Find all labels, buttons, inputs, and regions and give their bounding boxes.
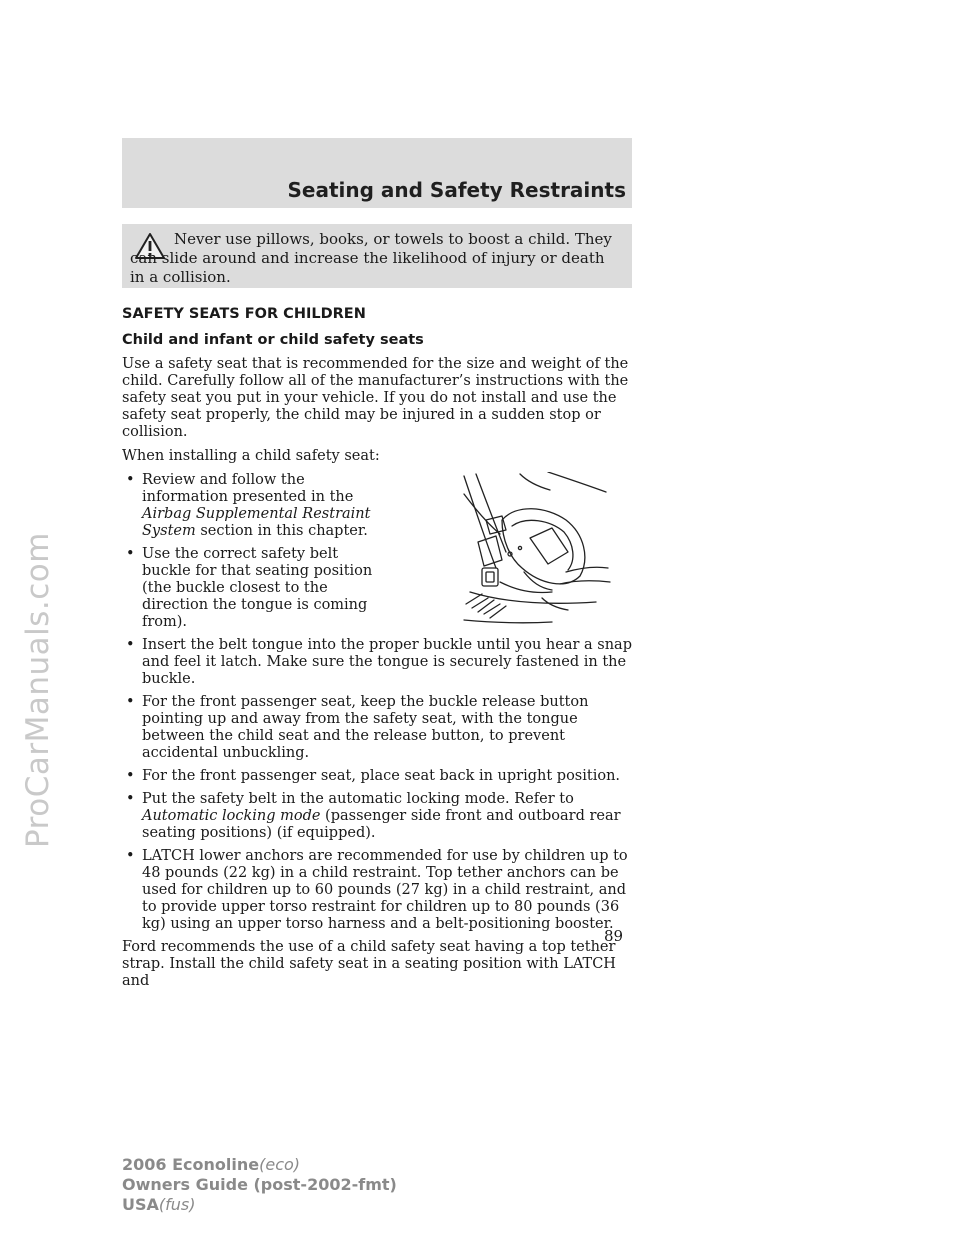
bullet-text: (passenger side front and outboard rear seating positions) (if equipped). bbox=[142, 808, 621, 841]
section-heading: SAFETY SEATS FOR CHILDREN bbox=[122, 306, 366, 322]
footer-guide: Owners Guide (post-2002-fmt) bbox=[122, 1175, 397, 1194]
footer-model-code: (eco) bbox=[259, 1155, 301, 1174]
lead-in-text: When installing a child safety seat: bbox=[122, 448, 380, 464]
page-number: 89 bbox=[604, 927, 624, 945]
watermark-text: ProCarManuals.com bbox=[20, 532, 56, 848]
list-item bbox=[122, 472, 386, 540]
document-footer bbox=[122, 1155, 397, 1215]
bullet-text: LATCH lower anchors are recommended for use by children up to 48 pounds (22 kg) in a child restraint. Top tether anchors can be used for children up to 60 pounds (27 kg) in a child restraint, and to provide upper torso restraint for children up to 80 pounds (36 kg) using an upper torso harness and a belt-positioning booster. bbox=[142, 848, 628, 932]
watermark bbox=[8, 190, 68, 1190]
footer-line bbox=[122, 1175, 397, 1195]
bullet-text: For the front passenger seat, keep the buckle release button pointing up and away from the safety seat, with the tongue between the child seat and the release button, to prevent accidental unbuckling. bbox=[142, 694, 589, 761]
seat-belt-buckle-illustration bbox=[456, 472, 612, 628]
footer-model: 2006 Econoline bbox=[122, 1155, 260, 1174]
bullet-text: Insert the belt tongue into the proper buckle until you hear a snap and feel it latch. Make sure the tongue is securely fastened in the buckle. bbox=[142, 637, 632, 687]
page-title: Seating and Safety Restraints bbox=[287, 178, 626, 202]
footer-market: USA bbox=[122, 1195, 159, 1214]
main-content bbox=[122, 306, 634, 997]
bullet-text: Review and follow the information presented in the bbox=[142, 472, 354, 505]
list-item bbox=[122, 637, 634, 688]
footer-market-code: (fus) bbox=[158, 1195, 196, 1214]
warning-text: Never use pillows, books, or towels to boost a child. They can slide around and increase the likelihood of injury or death in a collision. bbox=[130, 230, 612, 286]
airbag-section-reference: Airbag Supplemental Restraint System bbox=[142, 506, 371, 539]
list-item bbox=[122, 791, 634, 842]
list-item bbox=[122, 694, 634, 762]
bullet-text: Use the correct safety belt buckle for that seating position (the buckle closest to the direction the tongue is coming from). bbox=[142, 546, 373, 630]
closing-paragraph: Ford recommends the use of a child safety seat having a top tether strap. Install the child safety seat in a seating position with LATCH and bbox=[122, 939, 616, 989]
list-item bbox=[122, 546, 386, 631]
list-item bbox=[122, 848, 634, 933]
footer-line bbox=[122, 1155, 397, 1175]
bullet-text: Put the safety belt in the automatic locking mode. Refer to bbox=[142, 791, 574, 807]
warning-box bbox=[122, 224, 632, 288]
footer-line bbox=[122, 1195, 397, 1215]
section-subheading: Child and infant or child safety seats bbox=[122, 332, 424, 348]
bullet-text: For the front passenger seat, place seat back in upright position. bbox=[142, 768, 621, 784]
intro-paragraph: Use a safety seat that is recommended for the size and weight of the child. Carefully follow all of the manufacturer’s instructions with the safety seat you put in your vehicle. If you do not install and use the safety seat properly, the child may be injured in a sudden stop or collision. bbox=[122, 356, 629, 440]
list-item bbox=[122, 768, 634, 785]
bullet-text: section in this chapter. bbox=[195, 523, 368, 539]
section-header bbox=[122, 138, 632, 208]
locking-mode-reference: Automatic locking mode bbox=[142, 808, 321, 824]
